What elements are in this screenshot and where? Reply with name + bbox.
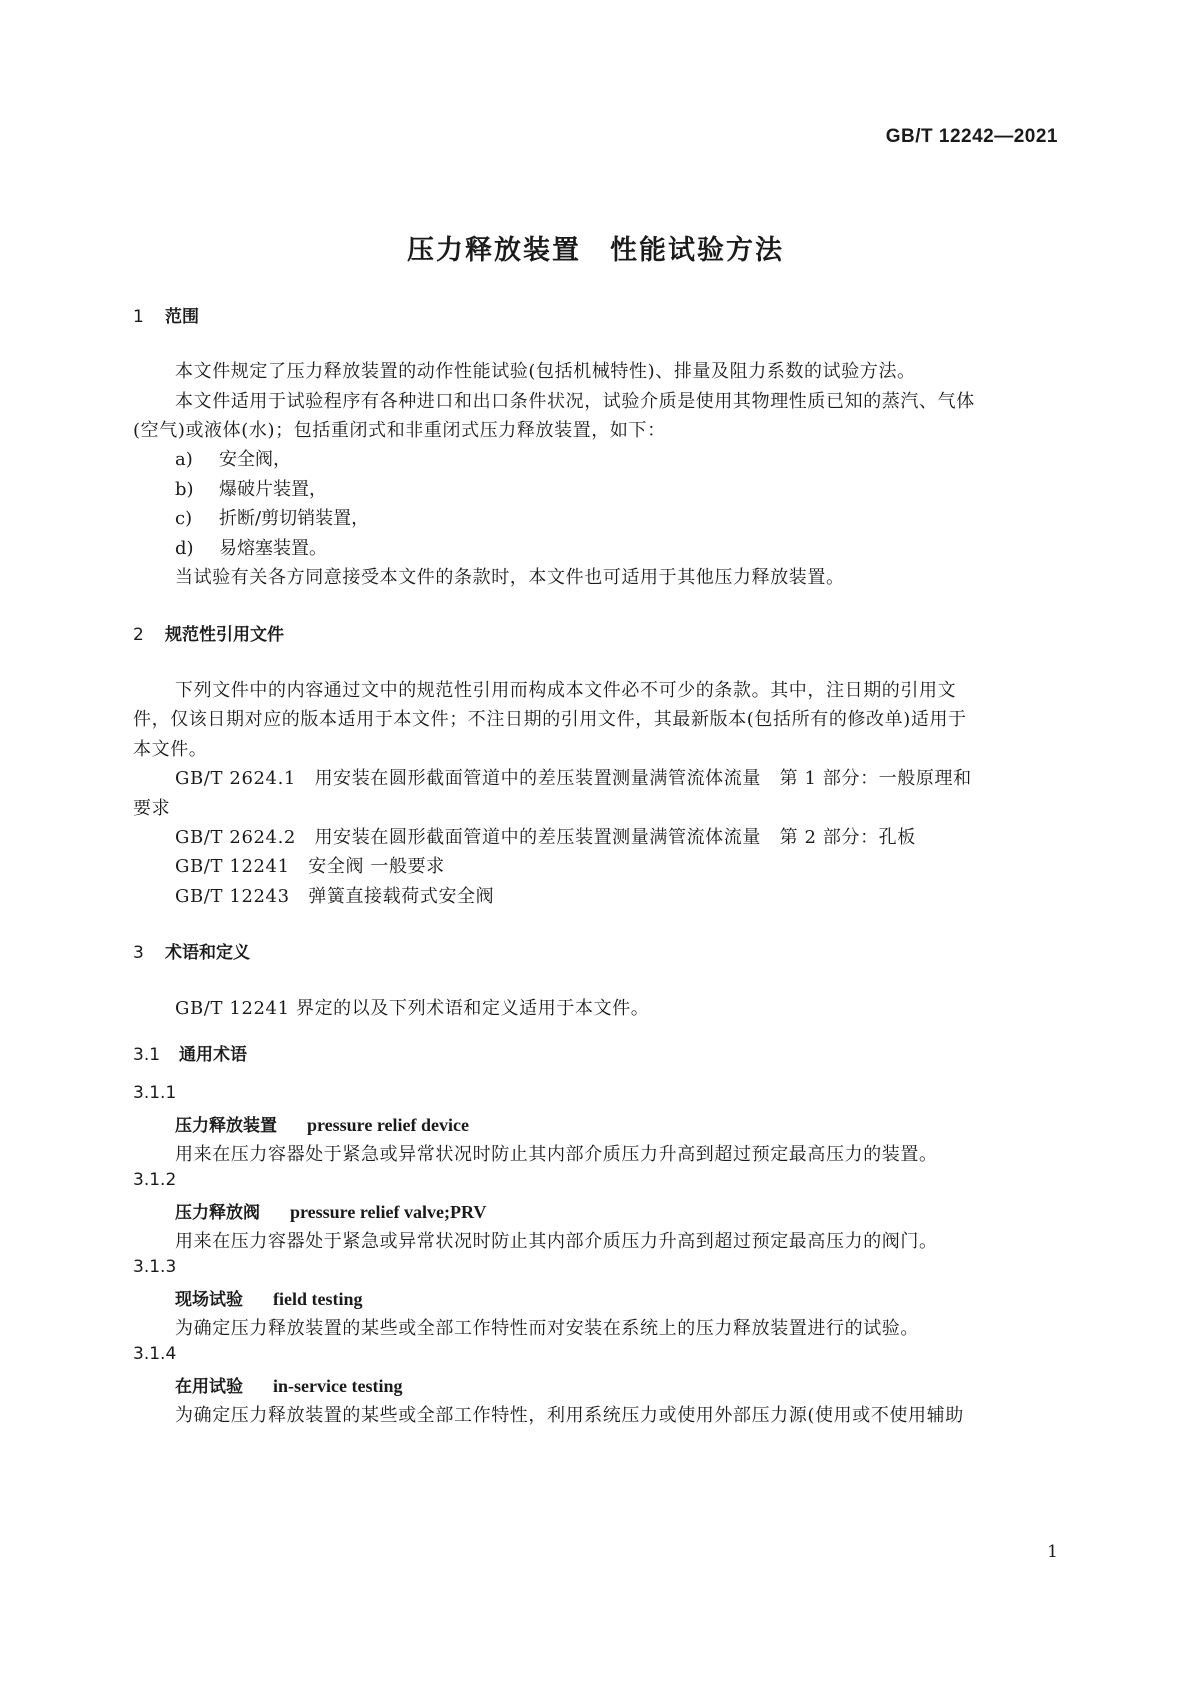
term-definition: 用来在压力容器处于紧急或异常状况时防止其内部介质压力升高到超过预定最高压力的装置。 — [175, 1144, 938, 1165]
paragraph: 当试验有关各方同意接受本文件的条款时，本文件也可适用于其他压力释放装置。 — [175, 567, 845, 588]
term-number: 3.1.2 — [133, 1170, 177, 1190]
section-number: 1 — [133, 307, 144, 327]
section-number: 2 — [133, 625, 144, 645]
document-title: 压力释放装置 性能试验方法 — [407, 235, 784, 266]
term-definition: 为确定压力释放装置的某些或全部工作特性而对安装在系统上的压力释放装置进行的试验。 — [175, 1318, 919, 1339]
reference-item: 要求 — [133, 798, 171, 819]
term-number: 3.1.3 — [133, 1257, 177, 1277]
subsection-title: 通用术语 — [179, 1045, 247, 1065]
term-number: 3.1.4 — [133, 1344, 177, 1364]
list-item — [175, 504, 369, 530]
term-entry — [175, 1198, 486, 1223]
term-en: pressure relief device — [307, 1115, 469, 1135]
list-text: 折断/剪切销装置， — [219, 508, 370, 529]
paragraph: 本文件适用于试验程序有各种进口和出口条件状况，试验介质是使用其物理性质已知的蒸汽、气体 — [175, 391, 975, 412]
term-definition: 用来在压力容器处于紧急或异常状况时防止其内部介质压力升高到超过预定最高压力的阀门。 — [175, 1231, 938, 1252]
reference-item: GB/T 12243 弹簧直接载荷式安全阀 — [175, 886, 495, 907]
term-entry — [175, 1285, 363, 1310]
section-number: 3 — [133, 943, 144, 963]
list-text: 安全阀， — [219, 449, 291, 470]
term-zh: 压力释放装置 — [175, 1116, 277, 1136]
term-entry — [175, 1372, 402, 1397]
list-label: b) — [175, 479, 194, 500]
list-text: 易熔塞装置。 — [219, 538, 327, 559]
list-item — [175, 475, 327, 501]
list-item — [175, 445, 291, 471]
paragraph: (空气)或液体(水)；包括重闭式和非重闭式压力释放装置，如下： — [133, 420, 666, 441]
term-en: pressure relief valve;PRV — [290, 1202, 487, 1222]
section-title: 范围 — [165, 307, 199, 327]
reference-item: GB/T 2624.1 用安装在圆形截面管道中的差压装置测量满管流体流量 第 1 部分：一般原理和 — [175, 768, 972, 789]
list-item — [175, 534, 327, 560]
paragraph: 本文件规定了压力释放装置的动作性能试验(包括机械特性)、排量及阻力系数的试验方法。 — [175, 361, 916, 382]
paragraph: 本文件。 — [133, 739, 208, 760]
section-3-heading — [133, 938, 250, 963]
section-title: 规范性引用文件 — [165, 625, 284, 645]
term-number: 3.1.1 — [133, 1083, 177, 1103]
subsection-heading — [133, 1040, 247, 1065]
term-definition: 为确定压力释放装置的某些或全部工作特性，利用系统压力或使用外部压力源(使用或不使用辅助 — [175, 1405, 964, 1426]
list-label: c) — [175, 508, 193, 529]
list-label: d) — [175, 538, 194, 559]
term-en: field testing — [273, 1289, 363, 1309]
list-text: 爆破片装置， — [219, 479, 327, 500]
term-entry — [175, 1111, 469, 1136]
reference-item: GB/T 12241 安全阀 一般要求 — [175, 856, 445, 877]
page-number: 1 — [1047, 1542, 1058, 1562]
section-title: 术语和定义 — [165, 943, 250, 963]
term-zh: 在用试验 — [175, 1377, 243, 1397]
reference-item: GB/T 2624.2 用安装在圆形截面管道中的差压装置测量满管流体流量 第 2 部分：孔板 — [175, 827, 916, 848]
list-label: a) — [175, 449, 193, 470]
subsection-number: 3.1 — [133, 1045, 161, 1065]
standard-number: GB/T 12242—2021 — [885, 126, 1058, 147]
term-en: in-service testing — [273, 1376, 403, 1396]
term-zh: 压力释放阀 — [175, 1203, 260, 1223]
section-1-heading — [133, 302, 199, 327]
paragraph: GB/T 12241 界定的以及下列术语和定义适用于本文件。 — [175, 998, 650, 1019]
paragraph: 下列文件中的内容通过文中的规范性引用而构成本文件必不可少的条款。其中，注日期的引用文 — [175, 680, 957, 701]
term-zh: 现场试验 — [175, 1290, 243, 1310]
section-2-heading — [133, 620, 284, 645]
paragraph: 件，仅该日期对应的版本适用于本文件；不注日期的引用文件，其最新版本(包括所有的修改单)适用于 — [133, 709, 967, 730]
